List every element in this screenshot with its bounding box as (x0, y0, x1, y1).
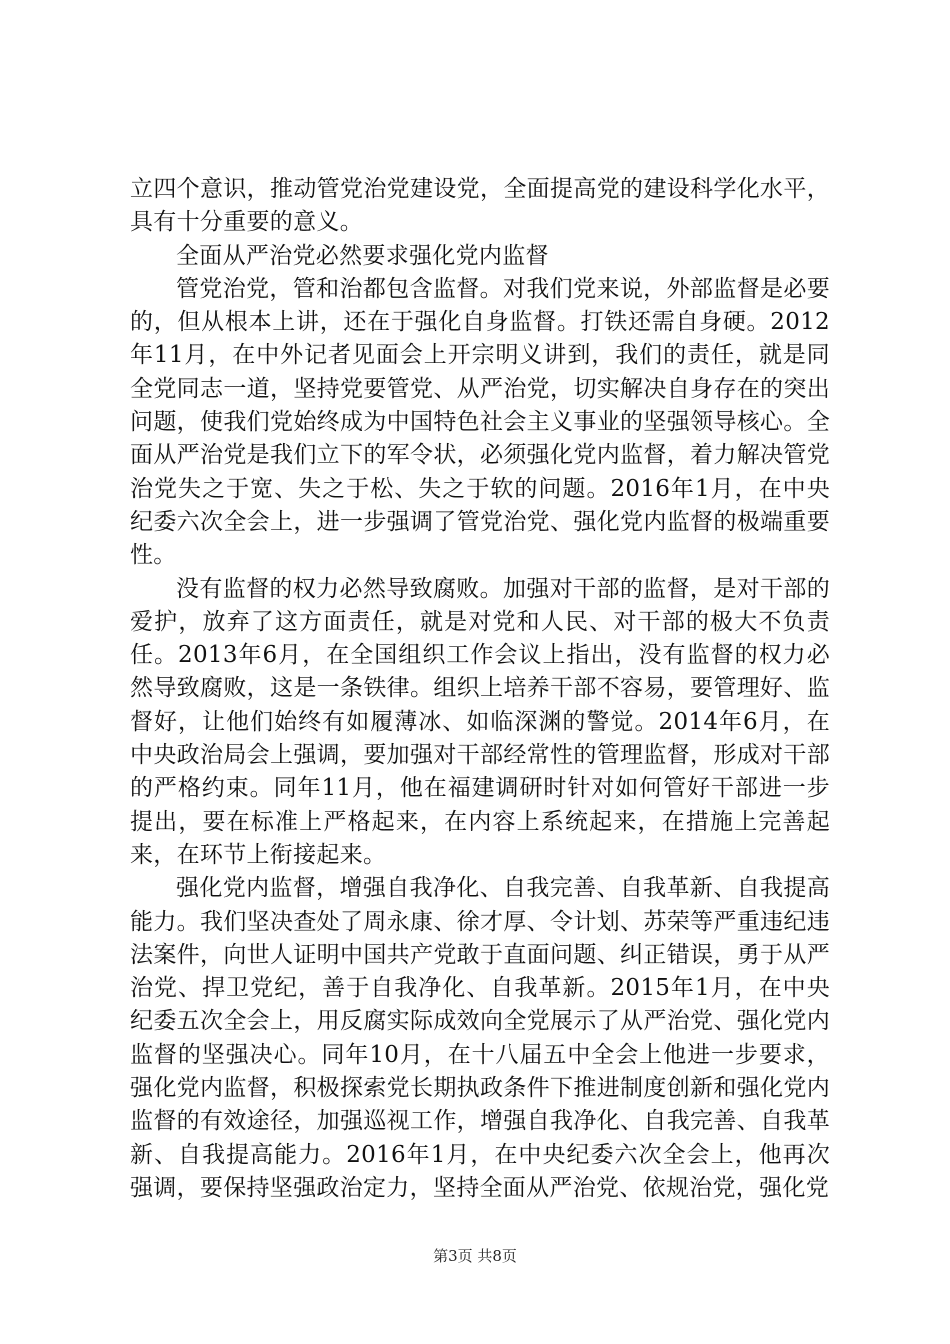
paragraph-continuation: 立四个意识，推动管党治党建设党，全面提高党的建设科学化水平，具有十分重要的意义。 (130, 176, 830, 236)
page-number-footer: 第3页 共8页 (433, 1247, 517, 1265)
paragraph: 管党治党，管和治都包含监督。对我们党来说，外部监督是必要的，但从根本上讲，还在于强化自身监督。打铁还需自身硬。2012年11月，在中外记者见面会上开宗明义讲到，我们的责任，就是同全党同志一道，坚持党要管党、从严治党，切实解决自身存在的突出问题，使我们党始终成为中国特色社会主义事业的坚强领导核心。全面从严治党是我们立下的军令状，必须强化党内监督，着力解决管党治党失之于宽、失之于松、失之于软的问题。2016年1月，在中央纪委六次全会上，进一步强调了管党治党、强化党内监督的极端重要性。 (130, 275, 830, 569)
paragraph: 没有监督的权力必然导致腐败。加强对干部的监督，是对干部的爱护，放弃了这方面责任，就是对党和人民、对干部的极大不负责任。2013年6月，在全国组织工作会议上指出，没有监督的权力必然导致腐败，这是一条铁律。组织上培养干部不容易，要管理好、监督好，让他们始终有如履薄冰、如临深渊的警觉。2014年6月，在中央政治局会上强调，要加强对干部经常性的管理监督，形成对干部的严格约束。同年11月，他在福建调研时针对如何管好干部进一步提出，要在标准上严格起来，在内容上系统起来，在措施上完善起来，在环节上衔接起来。 (130, 575, 830, 868)
paragraph: 强化党内监督，增强自我净化、自我完善、自我革新、自我提高能力。我们坚决查处了周永康、徐才厚、令计划、苏荣等严重违纪违法案件，向世人证明中国共产党敢于直面问题、纠正错误，勇于从严治党、捍卫党纪，善于自我净化、自我革新。2015年1月，在中央纪委五次全会上，用反腐实际成效向全党展示了从严治党、强化党内监督的坚强决心。同年10月，在十八届五中全会上他进一步要求，强化党内监督，积极探索党长期执政条件下推进制度创新和强化党内监督的有效途径，加强巡视工作，增强自我净化、自我完善、自我革新、自我提高能力。2016年1月，在中央纪委六次全会上，他再次强调，要保持坚强政治定力，坚持全面从严治党、依规治党，强化党 (130, 875, 830, 1201)
section-heading: 全面从严治党必然要求强化党内监督 (176, 242, 549, 269)
document-body (130, 173, 830, 1205)
